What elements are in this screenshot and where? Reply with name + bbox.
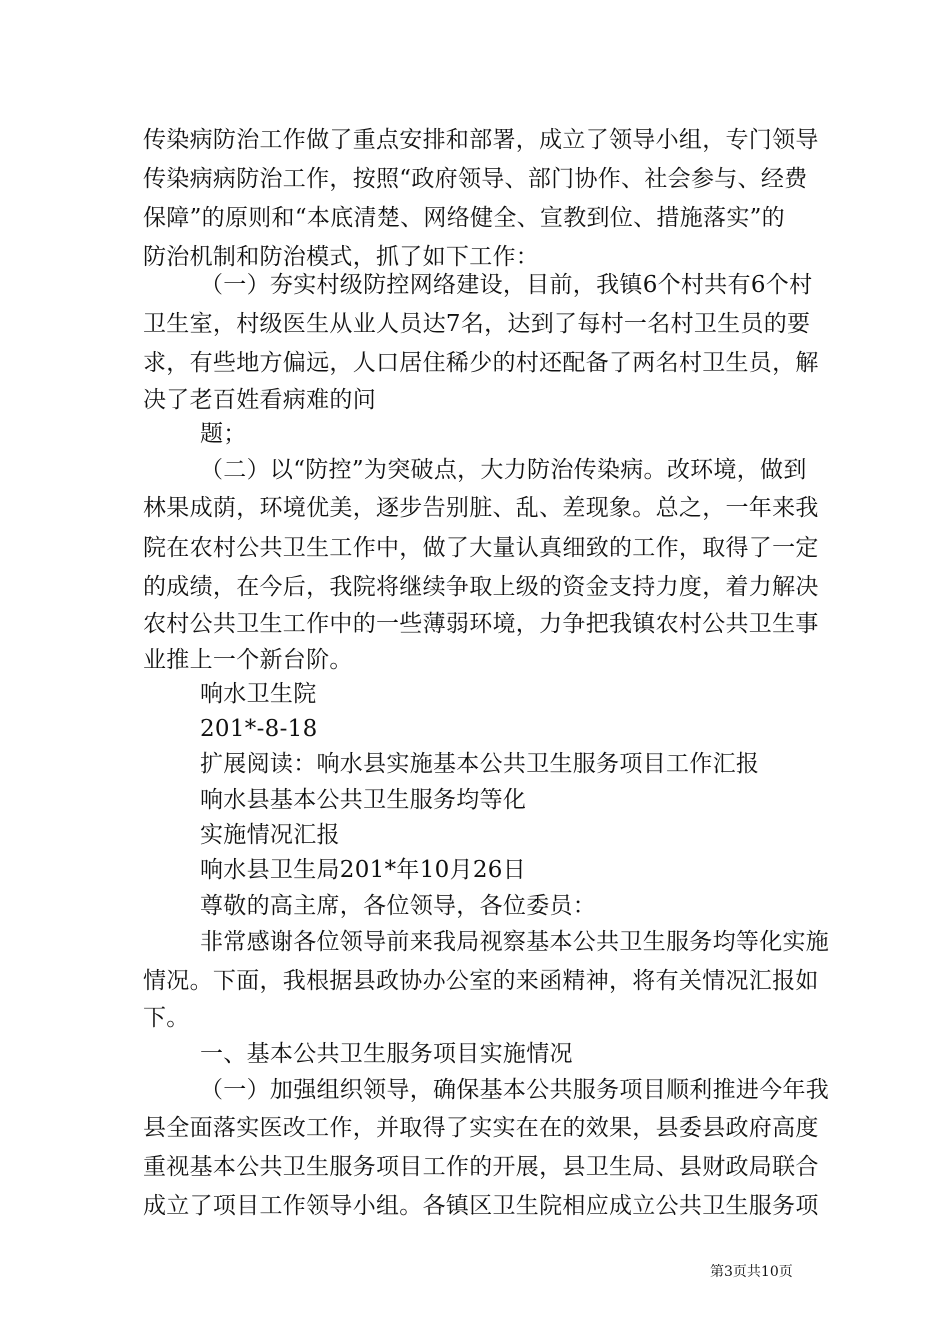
paragraph-line: 院在农村公共卫生工作中，做了大量认真细致的工作，取得了一定 xyxy=(143,535,819,561)
paragraph-line: （一）夯实村级防控网络建设，目前，我镇6个村共有6个村 xyxy=(200,272,813,298)
paragraph-line: （二）以“防控”为突破点，大力防治传染病。改环境，做到 xyxy=(200,457,807,483)
paragraph-line: （一）加强组织领导，确保基本公共服务项目顺利推进今年我 xyxy=(200,1077,830,1103)
paragraph-line: 非常感谢各位领导前来我局视察基本公共卫生服务均等化实施 xyxy=(200,929,830,955)
signature-date: 201*-8-18 xyxy=(200,716,318,742)
extended-reading-heading: 扩展阅读：响水县实施基本公共卫生服务项目工作汇报 xyxy=(200,751,760,777)
report-title-line-1: 响水县基本公共卫生服务均等化 xyxy=(200,787,527,813)
paragraph-line: 卫生室，村级医生从业人员达7名，达到了每村一名村卫生员的要 xyxy=(143,311,811,337)
report-title-line-2: 实施情况汇报 xyxy=(200,822,340,848)
paragraph-line: 传染病病防治工作，按照“政府领导、部门协作、社会参与、经费 xyxy=(143,166,808,192)
paragraph-line: 传染病防治工作做了重点安排和部署，成立了领导小组，专门领导 xyxy=(143,127,819,153)
paragraph-line: 林果成荫，环境优美，逐步告别脏、乱、差现象。总之，一年来我 xyxy=(143,495,819,521)
paragraph-line: 保障”的原则和“本底清楚、网络健全、宣教到位、措施落实”的 xyxy=(143,205,785,231)
salutation: 尊敬的高主席，各位领导，各位委员： xyxy=(200,893,597,919)
paragraph-line: 的成绩，在今后，我院将继续争取上级的资金支持力度，着力解决 xyxy=(143,574,819,600)
paragraph-line: 重视基本公共卫生服务项目工作的开展，县卫生局、县财政局联合 xyxy=(143,1154,819,1180)
paragraph-line: 情况。下面，我根据县政协办公室的来函精神，将有关情况汇报如 xyxy=(143,968,819,994)
report-author-date: 响水县卫生局201*年10月26日 xyxy=(200,857,527,883)
paragraph-line: 求，有些地方偏远，人口居住稀少的村还配备了两名村卫生员，解 xyxy=(143,350,819,376)
page-number: 第3页共10页 xyxy=(710,1264,793,1280)
paragraph-line: 题； xyxy=(200,421,247,447)
paragraph-line: 防治机制和防治模式，抓了如下工作： xyxy=(143,244,540,270)
signature-org: 响水卫生院 xyxy=(200,681,317,707)
paragraph-line: 农村公共卫生工作中的一些薄弱环境，力争把我镇农村公共卫生事 xyxy=(143,611,819,637)
paragraph-line: 县全面落实医改工作，并取得了实实在在的效果，县委县政府高度 xyxy=(143,1115,819,1141)
paragraph-line: 业推上一个新台阶。 xyxy=(143,647,353,673)
paragraph-line: 下。 xyxy=(143,1005,190,1031)
paragraph-line: 成立了项目工作领导小组。各镇区卫生院相应成立公共卫生服务项 xyxy=(143,1193,819,1219)
paragraph-line: 决了老百姓看病难的问 xyxy=(143,387,376,413)
section-heading: 一、基本公共卫生服务项目实施情况 xyxy=(200,1041,573,1067)
